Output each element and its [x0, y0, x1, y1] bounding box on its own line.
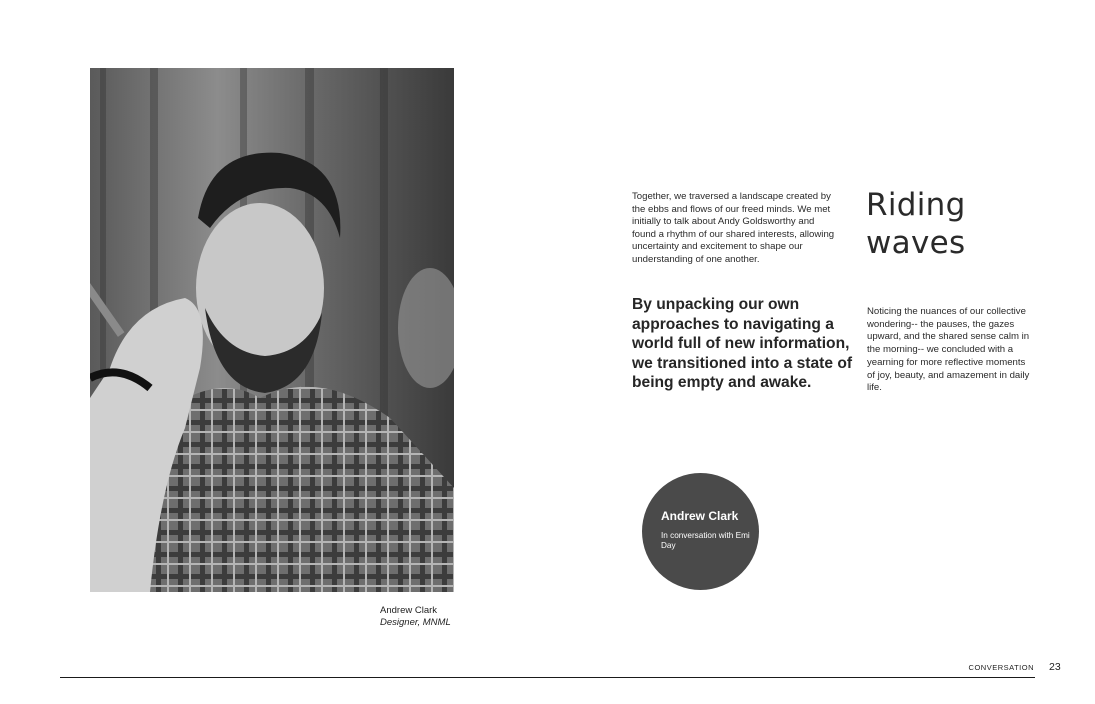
photo-caption [380, 605, 451, 629]
page-number: 23 [1049, 661, 1061, 673]
intro-paragraph: Together, we traversed a landscape created by the ebbs and flows of our freed minds. We met initially to talk about Andy Goldsworthy and found a rhythm of our shared interests, allowing uncertainty and excitement to shape our understanding of one another. [632, 191, 835, 265]
speaker-badge [642, 473, 759, 590]
body-paragraph: Noticing the nuances of our collective wondering-- the pauses, the gazes upward, and the shared sense calm in the morning-- we concluded with a yearning for more reflective moments of joy, beauty, and amazement in daily life. [867, 306, 1030, 394]
portrait-photo [90, 68, 454, 592]
pull-quote: By unpacking our own approaches to navigating a world full of new information, we transitioned into a state of being empty and awake. [632, 296, 853, 392]
portrait-illustration [90, 68, 454, 592]
caption-name: Andrew Clark [380, 605, 438, 616]
article-title [866, 186, 966, 262]
section-label: CONVERSATION [968, 663, 1034, 672]
caption-role: Designer, MNML [380, 617, 451, 628]
speaker-name: Andrew Clark [661, 509, 739, 523]
speaker-subtitle: In conversation with Emi Day [661, 531, 750, 550]
footer-divider [60, 677, 1035, 678]
title-line-2: waves [866, 225, 966, 261]
title-line-1: Riding [866, 187, 966, 223]
